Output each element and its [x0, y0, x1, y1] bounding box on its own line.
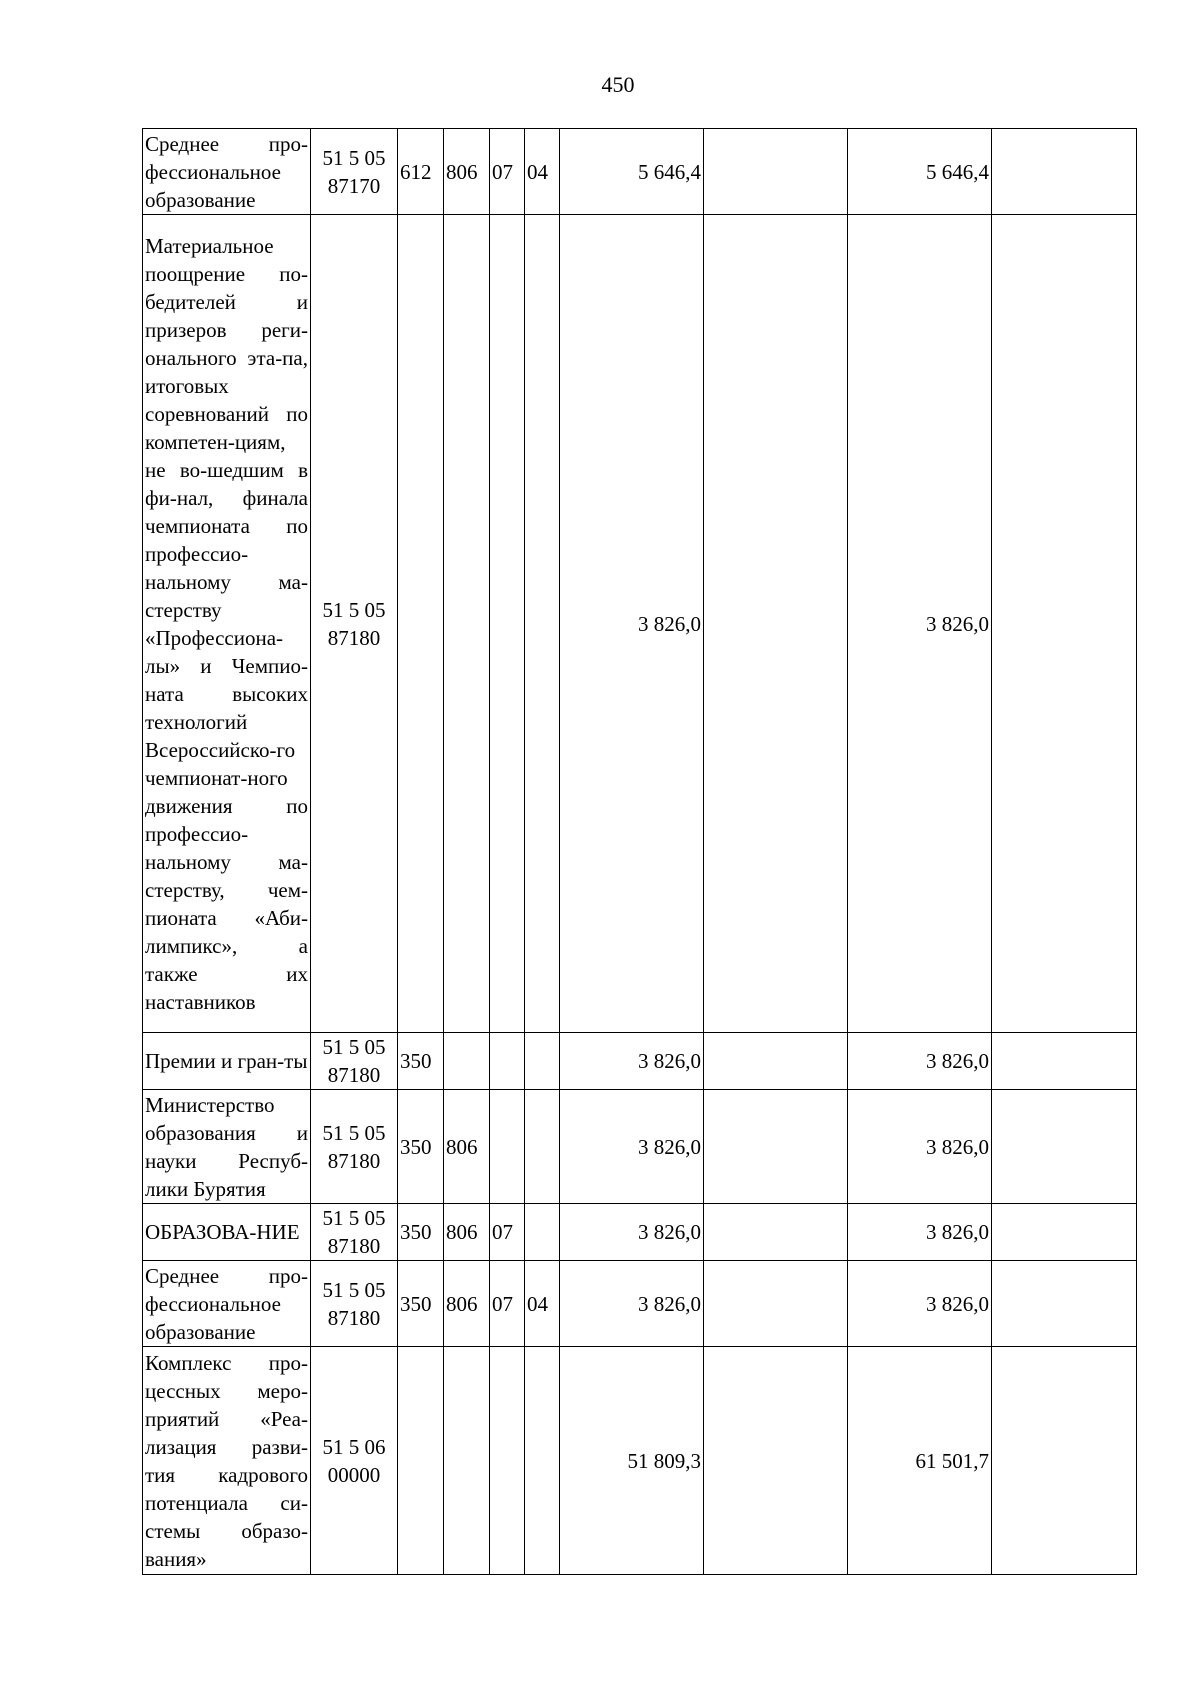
row-vr: 350: [398, 1090, 444, 1204]
row-name: Комплекс про-цессных меро-приятий «Реа-лизация разви-тия кадрового потенциала си-стемы образо-вания»: [143, 1347, 311, 1575]
row-name: Материальное поощрение по-бедителей и призеров реги-онального эта-па, итоговых соревнований по компетен-циям, не во-шедшим в фи-нал, финала чемпионата по профессио-нальному ма-стерству «Профессиона-лы» и Чемпио-ната высоких технологий Всероссийско-го чемпионат-ного движения по профессио-нальному ма-стерству, чем-пионата «Аби-лимпикс», а также их наставников: [143, 215, 311, 1033]
row-name: Премии и гран-ты: [143, 1033, 311, 1090]
row-amount-3: 61 501,7: [848, 1347, 992, 1575]
row-csr: 51 5 06 00000: [311, 1347, 398, 1575]
row-pr: [525, 1090, 560, 1204]
row-amount-2: [704, 129, 848, 215]
row-csr: 51 5 05 87180: [311, 1261, 398, 1347]
row-rz: [490, 1033, 525, 1090]
row-csr: 51 5 05 87180: [311, 1033, 398, 1090]
row-amount-4: [992, 1090, 1137, 1204]
row-grbs: 806: [444, 129, 490, 215]
row-pr: 04: [525, 129, 560, 215]
row-rz: [490, 215, 525, 1033]
row-grbs: [444, 1347, 490, 1575]
row-name: Среднее про-фессиональное образование: [143, 129, 311, 215]
row-pr: [525, 215, 560, 1033]
row-csr: 51 5 05 87170: [311, 129, 398, 215]
row-amount-1: 51 809,3: [560, 1347, 704, 1575]
row-amount-4: [992, 1261, 1137, 1347]
row-vr: 350: [398, 1033, 444, 1090]
budget-table: [142, 128, 1137, 1575]
row-amount-4: [992, 1204, 1137, 1261]
row-rz: 07: [490, 1204, 525, 1261]
row-vr: [398, 1347, 444, 1575]
row-amount-4: [992, 1347, 1137, 1575]
row-amount-2: [704, 1090, 848, 1204]
row-grbs: 806: [444, 1090, 490, 1204]
row-csr: 51 5 05 87180: [311, 215, 398, 1033]
row-csr: 51 5 05 87180: [311, 1204, 398, 1261]
row-amount-1: 3 826,0: [560, 1204, 704, 1261]
row-amount-1: 5 646,4: [560, 129, 704, 215]
row-amount-3: 3 826,0: [848, 1261, 992, 1347]
table-row: [143, 1261, 1137, 1347]
row-amount-3: 3 826,0: [848, 215, 992, 1033]
table-row: [143, 215, 1137, 1033]
row-amount-2: [704, 215, 848, 1033]
table-row: [143, 1033, 1137, 1090]
row-amount-1: 3 826,0: [560, 1261, 704, 1347]
row-pr: [525, 1033, 560, 1090]
row-amount-3: 3 826,0: [848, 1090, 992, 1204]
table-row: [143, 1090, 1137, 1204]
row-amount-2: [704, 1033, 848, 1090]
row-vr: 612: [398, 129, 444, 215]
row-vr: 350: [398, 1204, 444, 1261]
row-amount-4: [992, 129, 1137, 215]
row-pr: 04: [525, 1261, 560, 1347]
row-grbs: 806: [444, 1204, 490, 1261]
row-grbs: [444, 215, 490, 1033]
row-vr: 350: [398, 1261, 444, 1347]
row-name: ОБРАЗОВА-НИЕ: [143, 1204, 311, 1261]
page-number: 450: [601, 72, 635, 97]
row-grbs: [444, 1033, 490, 1090]
row-amount-1: 3 826,0: [560, 215, 704, 1033]
row-rz: [490, 1347, 525, 1575]
row-amount-2: [704, 1347, 848, 1575]
row-amount-4: [992, 215, 1137, 1033]
row-name: Среднее про-фессиональное образование: [143, 1261, 311, 1347]
row-amount-3: 3 826,0: [848, 1204, 992, 1261]
row-csr: 51 5 05 87180: [311, 1090, 398, 1204]
table-row: [143, 1347, 1137, 1575]
row-amount-2: [704, 1261, 848, 1347]
row-rz: 07: [490, 1261, 525, 1347]
table-row: [143, 129, 1137, 215]
row-vr: [398, 215, 444, 1033]
row-name: Министерство образования и науки Респуб-лики Бурятия: [143, 1090, 311, 1204]
table-row: [143, 1204, 1137, 1261]
row-amount-1: 3 826,0: [560, 1090, 704, 1204]
row-amount-3: 3 826,0: [848, 1033, 992, 1090]
row-amount-4: [992, 1033, 1137, 1090]
row-amount-1: 3 826,0: [560, 1033, 704, 1090]
row-pr: [525, 1204, 560, 1261]
row-amount-2: [704, 1204, 848, 1261]
row-pr: [525, 1347, 560, 1575]
row-rz: [490, 1090, 525, 1204]
row-amount-3: 5 646,4: [848, 129, 992, 215]
row-grbs: 806: [444, 1261, 490, 1347]
row-rz: 07: [490, 129, 525, 215]
